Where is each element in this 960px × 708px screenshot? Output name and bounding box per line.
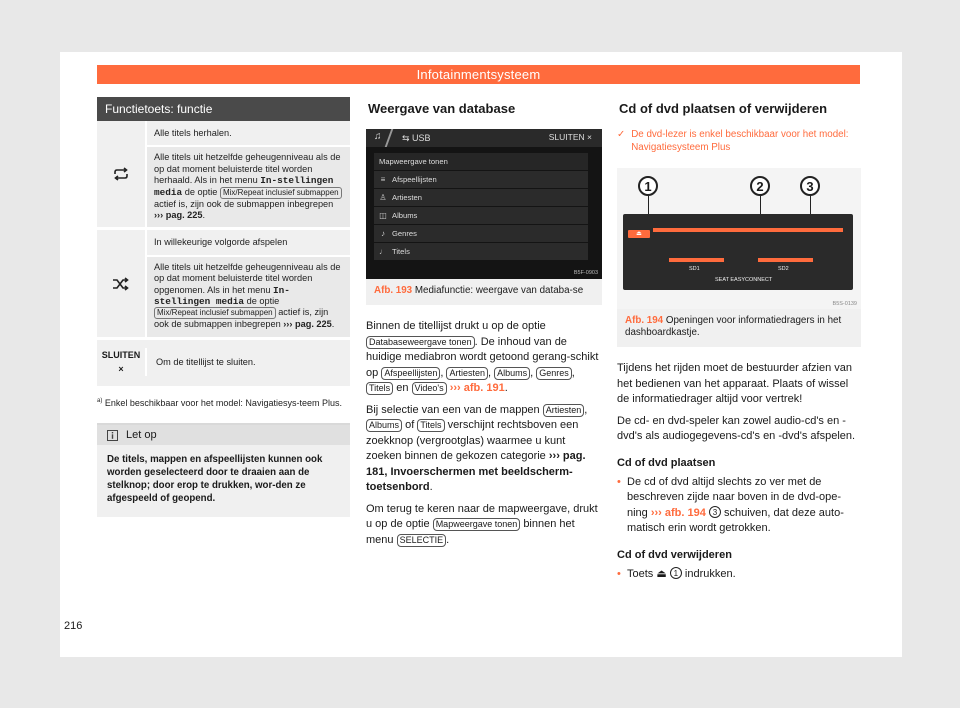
artist-icon: ♙ [379,193,387,202]
callout-ref: 1 [670,567,682,579]
screen-close-button: SLUITEN × [548,132,592,142]
chapter-title: Infotainmentsysteem [416,67,541,82]
requirement-note: ✓ De dvd-lezer is enkel beschikbaar voor het model: Navigatiesysteem Plus [617,129,849,153]
repeat-row-1: Alle titels herhalen. [154,128,232,138]
paragraph-database-2: Bij selectie van een van de mappen Artiesten , Albums of Titels verschijnt rechtsboven een zoekknop (vergrootglas) waarmee u kunt zoeken binnen de gekozen categorie ››› pag. 181, Invoerschermen met beeldscherm-toetsenbord. [366,403,588,493]
screen-item-mapweergave: Mapweergave tonen [374,153,588,170]
album-icon: ◫ [379,211,387,220]
image-code: B5F-0903 [573,270,598,276]
database-column [366,97,602,548]
close-icon: × [118,363,124,374]
sd2-label: SD2 [778,266,789,272]
dvd-slot [653,228,843,232]
chapter-header [97,65,860,84]
check-icon: ✓ [617,129,626,140]
dashboard-slots-figure [617,168,861,309]
screen-menu-list [374,153,588,261]
page-number: 216 [64,620,83,632]
manual-page [60,52,902,657]
close-group [97,340,350,386]
shuffle-group [97,230,350,339]
function-table [97,121,350,386]
repeat-icon [112,167,130,181]
screen-item-titels: ♩ Titels [374,243,588,260]
close-description: Om de titellijst te sluiten. [145,348,350,376]
screen-item-artiesten: ♙ Artiesten [374,189,588,206]
note-box [97,423,350,517]
shuffle-row-1: In willekeurige volgorde afspelen [154,237,288,248]
section-title-database: Weergave van database [368,101,516,116]
sd2-slot [758,258,813,262]
sd1-label: SD1 [689,266,700,272]
function-table-column [97,97,350,517]
heading-insert: Cd of dvd plaatsen [617,456,716,469]
screen-item-afspeellijsten: ≡ Afspeellijsten [374,171,588,188]
option-ref: Mix/Repeat inclusief submappen [154,307,276,319]
callout-1: 1 [638,176,658,196]
note-body: De titels, mappen en afspeellijsten kunnen ook worden geselecteerd door te draaien aan de stelknop; door erop te drukken, wor-den ze afgespeeld of geopend. [107,454,323,505]
note-title: Let op [126,429,157,442]
bullet-remove: • Toets ⏏ 1 indrukken. [617,567,861,583]
footnote: $^{a)}$ Enkel beschikbaar voor het model: Navigatiesys-teem Plus. [97,397,342,408]
paragraph-dvd-1: Tijdens het rijden moet de bestuurder afzien van het bedienen van het apparaat. Plaats of wissel de informatiedrager altijd voor vertrek! [617,362,853,405]
option-ref: Mix/Repeat inclusief submappen [220,187,342,199]
info-icon [107,430,118,441]
infotainment-screen [366,129,602,279]
title-icon: ♩ [379,247,387,256]
paragraph-database-1: Binnen de titellijst drukt u op de optie Databaseweergave tonen . De inhoud van de huidige mediabron wordt getoond gerang-schikt op Afspeellijsten , Artiesten , Albums , Genres , Titels en Video's ››› afb. 191. [366,320,599,394]
media-panel [623,214,853,290]
eject-icon: ⏏ [656,567,667,580]
section-title-dvd: Cd of dvd plaatsen of verwijderen [619,101,828,116]
paragraph-database-3: Om terug te keren naar de mapweergave, drukt u op de optie Mapweergave tonen binnen het menu SELECTIE . [366,502,598,546]
sd1-slot [669,258,724,262]
shuffle-row-2: Alle titels uit hetzelfde geheugenniveau als de op dat moment beluisterde titel worden opgenomen. Als in het menu In-stellingen media de optie Mix/Repeat inclusief submappen actief is, zijn ook de submappen inbegrepen ››› pag. 225. [147,255,350,337]
table-heading: Functietoets: functie [97,97,350,121]
page-ref: ››› pag. 225 [283,319,332,330]
figure-caption-194: Afb. 194 Openingen voor informatiedragers in het dashboardkastje. [617,309,861,347]
genre-icon: ♪ [381,229,385,238]
usb-source-label: ⇆ USB [402,132,431,143]
playlist-icon: ≡ [380,175,386,184]
shuffle-icon [112,277,130,291]
heading-remove: Cd of dvd verwijderen [617,548,732,561]
screen-item-genres: ♪ Genres [374,225,588,242]
brand-label: SEAT EASYCONNECT [715,277,773,283]
close-label: SLUITEN [101,349,141,360]
eject-button: ⏏ [628,230,650,238]
callout-2: 2 [750,176,770,196]
screen-item-albums: ◫ Albums [374,207,588,224]
repeat-row-2: Alle titels uit hetzelfde geheugenniveau als de op dat moment beluisterde titel worden herhaald. Als in het menu In-stellingen media de optie Mix/Repeat inclusief submappen actief is, zijn ook de submappen inbegrepen ››› pag. 225. [147,145,350,227]
figure-caption-193: Afb. 193 Mediafunctie: weergave van databa-se [366,279,602,305]
paragraph-dvd-2: De cd- en dvd-speler kan zowel audio-cd's en -dvd's als audiogegevens-cd's en -dvd's afspelen. [617,414,856,442]
music-note-icon: ♫ [374,131,382,142]
image-code: B5S-0139 [832,301,857,307]
page-ref: ››› pag. 225 [154,210,203,221]
repeat-group [97,121,350,230]
dvd-column [617,97,861,582]
callout-ref: 3 [709,506,721,518]
bullet-insert: • De cd of dvd altijd slechts zo ver met de beschreven zijde naar boven in de dvd-ope-ning ››› afb. 194 3 schuiven, dat deze auto-matisch erin wordt getrokken. [617,475,861,537]
callout-3: 3 [800,176,820,196]
